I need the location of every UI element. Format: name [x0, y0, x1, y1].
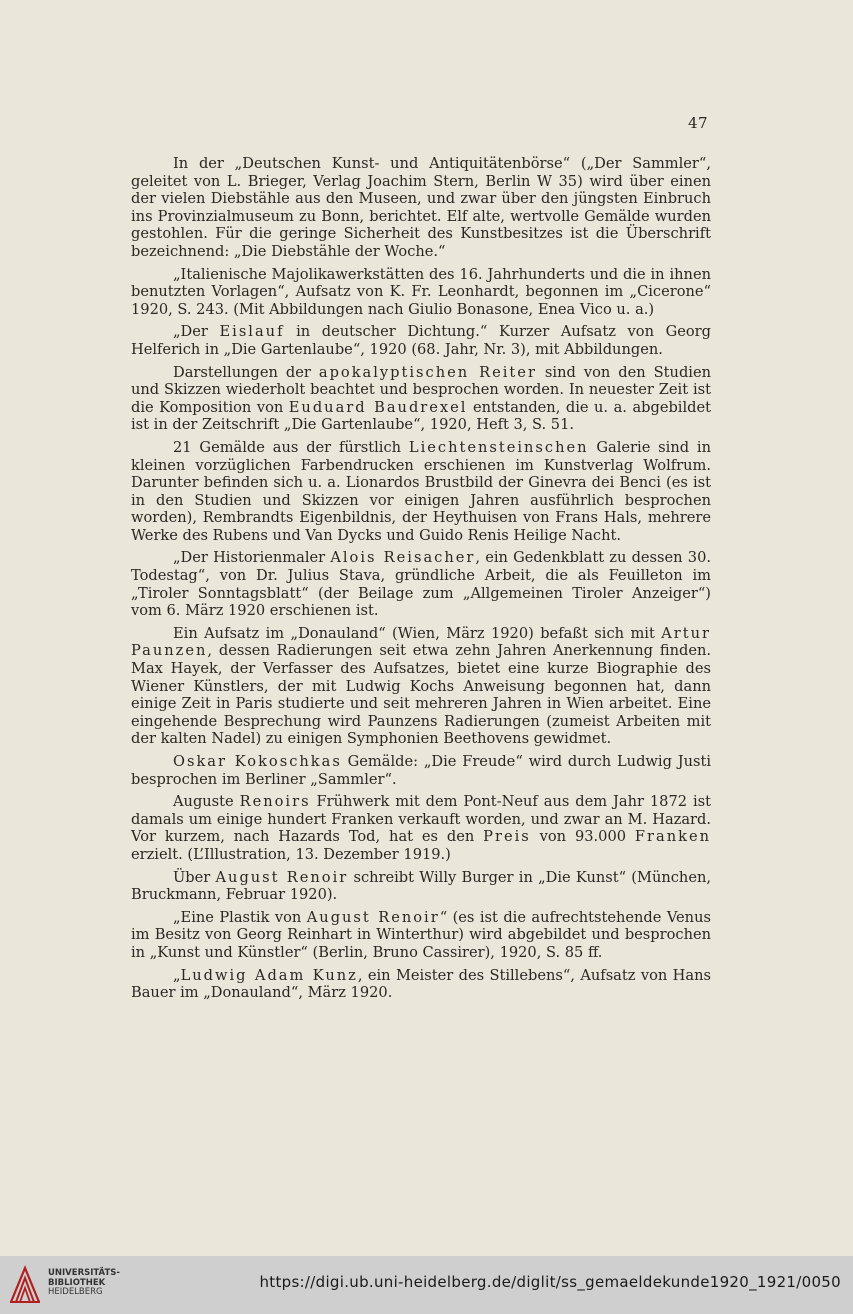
- text-run: „Italienische Majolikawerkstätten des 16. Jahrhunderts und die in ihnen benutzten Vorlagen“, Aufsatz von K. Fr. Leonhardt, begonnen im „Cicerone“ 1920, S. 243. (Mit Abbildungen nach Giulio Bonasone, Enea Vico u. a.): [131, 265, 711, 318]
- text-run: sind von den Studien und Skizzen wiederholt beachtet und besprochen worden. In neuester Zeit ist die Komposition von: [131, 363, 711, 416]
- text-run: In der „Deutschen Kunst- und Antiquitätenbörse“ („Der Sammler“, geleitet von L. Brieger, Verlag Joachim Stern, Berlin W 35) wird über einen der vielen Diebstähle aus den Museen, und zwar über den jüngsten Einbruch ins Provinzialmuseum zu Bonn, berichtet. Elf alte, wertvolle Gemälde wurden gestohlen. Für die geringe Sicherheit des Kunstbesitzes ist die Überschrift bezeichnend: „Die Diebstähle der Woche.“: [131, 155, 711, 260]
- page-number: 47: [688, 114, 709, 132]
- paragraph: [131, 439, 711, 545]
- viewer-footer: [0, 1256, 853, 1314]
- text-run: entstanden, die u. a. abgebildet ist in der Zeitschrift „Die Gartenlaube“, 1920, Heft 3, S. 51.: [131, 398, 711, 434]
- text-run: Galerie sind in kleinen vorzüglichen Farbendrucken erschienen im Kunstverlag Wolfrum. Darunter befinden sich u. a. Lionardos Brustbild der Ginevra dei Benci (es ist in den Studien und Skizzen vor einigen Jahren ausführlich besprochen worden), Rembrandts Eigenbildnis, der Heythuisen von Frans Hals, mehrere Werke des Rubens und Van Dycks und Guido Renis Heilige Nacht.: [131, 438, 711, 544]
- text-run: 21 Gemälde aus der fürstlich: [173, 438, 409, 456]
- library-name-line: BIBLIOTHEK: [48, 1277, 106, 1288]
- spaced-name: Preis: [483, 828, 531, 846]
- spaced-name: Franken: [634, 828, 711, 846]
- text-run: „Der Historienmaler: [173, 549, 331, 567]
- text-run: Ein Aufsatz im „Donauland“ (Wien, März 1920) befaßt sich mit: [173, 624, 662, 642]
- library-name-line: HEIDELBERG: [48, 1287, 103, 1297]
- paragraph: [131, 266, 711, 319]
- text-run: „Der: [173, 323, 220, 341]
- text-run: , dessen Radierungen seit etwa zehn Jahren Anerkennung finden. Max Hayek, der Verfasser des Aufsatzes, bietet eine kurze Biographie des Wiener Künstlers, der mit Ludwig Kochs Anweisung begonnen hat, dann einige Zeit in Paris studierte und seit mehreren Jahren in Wien arbeitet. Eine eingehende Besprechung wird Paunzens Radierungen (zumeist Arbeiten mit der kalten Nadel) zu einigen Symphonien Beethovens gewidmet.: [131, 642, 711, 748]
- spaced-name: Ludwig Adam Kunz: [180, 966, 358, 984]
- text-run: „Eine Plastik von: [173, 908, 307, 926]
- spaced-name: Liechtensteinschen: [408, 438, 589, 456]
- spaced-name: Renoirs: [239, 793, 311, 811]
- paragraph: [131, 869, 711, 904]
- library-name: [48, 1269, 120, 1298]
- spaced-name: Alois Reisacher: [330, 549, 476, 567]
- paragraph: [131, 967, 711, 1002]
- paragraph: [131, 909, 711, 962]
- paragraph: [131, 793, 711, 863]
- article-text: [131, 155, 711, 1007]
- text-run: , ein Gedenkblatt zu dessen 30. Todestag“, von Dr. Julius Stava, gründliche Arbeit, die als Feuilleton im „Tiroler Sonntagsblatt“ (der Beilage zum „Allgemeinen Tiroler Anzeiger“) vom 6. März 1920 erschienen ist.: [131, 549, 711, 620]
- paragraph: [131, 625, 711, 748]
- text-run: Darstellungen der: [173, 363, 319, 381]
- spaced-name: Eislauf: [219, 323, 285, 341]
- library-name-line: UNIVERSITÄTS-: [48, 1268, 120, 1278]
- spaced-name: August Renoir: [306, 908, 440, 926]
- text-run: von 93.000: [530, 828, 635, 846]
- text-run: „: [173, 966, 181, 984]
- spaced-name: apokalyptischen Reiter: [318, 363, 537, 381]
- permalink-url[interactable]: https://digi.ub.uni-heidelberg.de/diglit/ss_gemaeldekunde1920_1921/0050: [259, 1273, 841, 1291]
- spaced-name: August Renoir: [215, 868, 349, 886]
- paragraph: [131, 323, 711, 358]
- university-library-logo-icon: [8, 1262, 42, 1306]
- spaced-name: Euduard Baudrexel: [288, 398, 468, 416]
- paragraph: [131, 753, 711, 788]
- text-run: Auguste: [173, 793, 240, 811]
- paragraph: [131, 364, 711, 434]
- text-run: schreibt Willy Burger in „Die Kunst“ (München, Bruckmann, Februar 1920).: [131, 868, 711, 904]
- text-run: Gemälde: „Die Freude“ wird durch Ludwig Justi besprochen im Berliner „Sammler“.: [131, 753, 711, 788]
- paragraph: [131, 155, 711, 261]
- text-run: , ein Meister des Stillebens“, Aufsatz von Hans Bauer im „Donauland“, März 1920.: [131, 966, 711, 1002]
- spaced-name: Artur Paunzen: [131, 624, 711, 660]
- spaced-name: Oskar Kokoschkas: [173, 753, 342, 770]
- paragraph: [131, 549, 711, 619]
- text-run: Frühwerk mit dem Pont-Neuf aus dem Jahr 1872 ist damals um einige hundert Franken verkauft worden, und zwar an M. Hazard. Vor kurzem, nach Hazards Tod, hat es den: [131, 793, 711, 846]
- text-run: erzielt. (L’Illustration, 13. Dezember 1919.): [131, 845, 451, 863]
- text-run: Über: [173, 868, 216, 886]
- text-run: “ (es ist die aufrechtstehende Venus im Besitz von Georg Reinhart in Winterthur) wird abgebildet und besprochen in „Kunst und Künstler“ (Berlin, Bruno Cassirer), 1920, S. 85 ff.: [131, 908, 711, 961]
- text-run: in deutscher Dichtung.“ Kurzer Aufsatz von Georg Helferich in „Die Gartenlaube“, 1920 (68. Jahr, Nr. 3), mit Abbildungen.: [131, 323, 712, 358]
